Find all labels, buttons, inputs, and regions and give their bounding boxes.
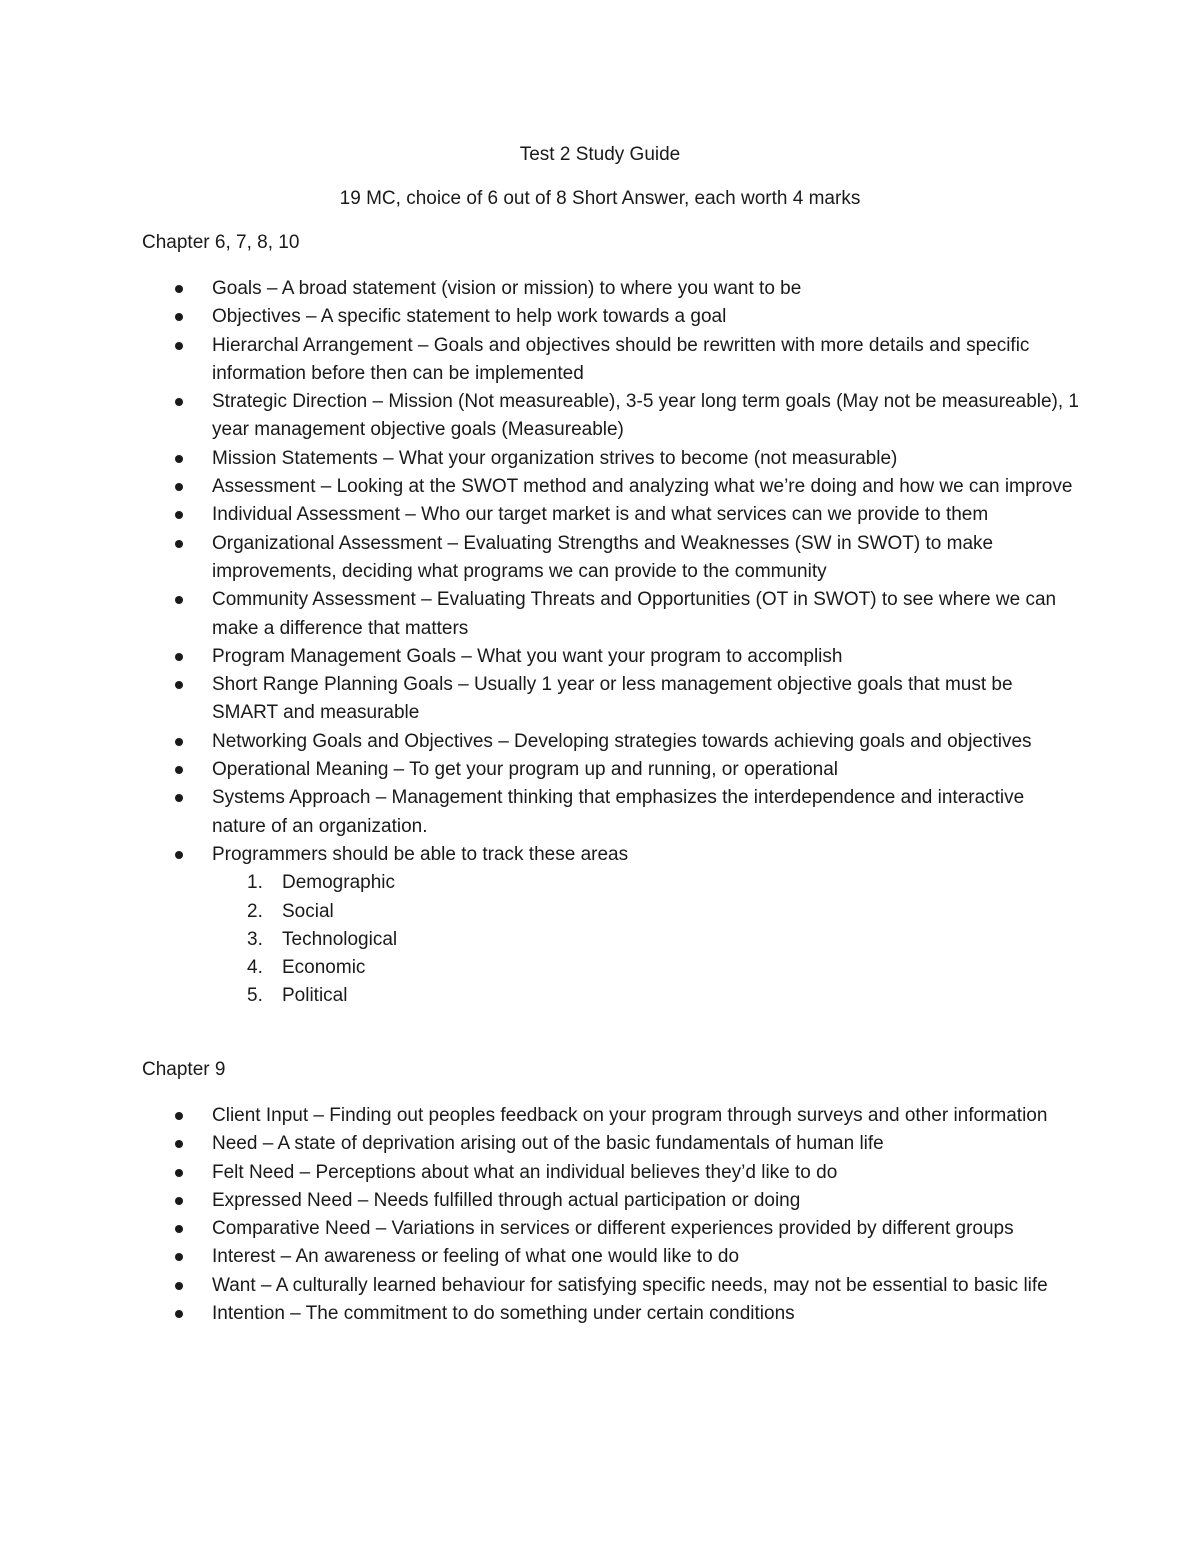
list-item: Systems Approach – Management thinking that emphasizes the interdependence and interactive nature of an organization.	[142, 784, 1082, 841]
bullet-icon	[175, 540, 183, 548]
bullet-icon	[175, 1112, 183, 1120]
bullet-icon	[175, 342, 183, 350]
bullet-icon	[175, 511, 183, 519]
list-item: Mission Statements – What your organization strives to become (not measurable)	[142, 445, 1082, 473]
numbered-item: 4. Economic	[247, 957, 366, 979]
section-heading-chapter-9: Chapter 9	[142, 1059, 226, 1080]
numbered-item: 2. Social	[247, 900, 334, 922]
section1-bullet-list	[142, 275, 1082, 1011]
list-item: Short Range Planning Goals – Usually 1 year or less management objective goals that must be SMART and measurable	[142, 671, 1082, 728]
numbered-item: 5. Political	[247, 985, 348, 1007]
bullet-icon	[175, 653, 183, 661]
bullet-icon	[175, 398, 183, 406]
bullet-icon	[175, 596, 183, 604]
numbered-item: 3. Technological	[247, 928, 398, 950]
bullet-icon	[175, 1140, 183, 1148]
list-item: Strategic Direction – Mission (Not measureable), 3-5 year long term goals (May not be measureable), 1 year management objective goals (Measureable)	[142, 388, 1082, 445]
bullet-icon	[175, 1282, 183, 1290]
bullet-icon	[175, 794, 183, 802]
list-item: Program Management Goals – What you want your program to accomplish	[142, 643, 1082, 671]
document-subtitle: 19 MC, choice of 6 out of 8 Short Answer, each worth 4 marks	[339, 188, 861, 209]
list-item: Programmers should be able to track these areas 1. Demographic 2. Social 3. Technological 4. Economic 5. Political	[142, 841, 1082, 1011]
list-item: Community Assessment – Evaluating Threats and Opportunities (OT in SWOT) to see where we can make a difference that matters	[142, 586, 1082, 643]
numbered-item: 1. Demographic	[247, 872, 395, 894]
list-item: Intention – The commitment to do something under certain conditions	[142, 1300, 1082, 1328]
bullet-icon	[175, 766, 183, 774]
list-item: Individual Assessment – Who our target market is and what services can we provide to them	[142, 501, 1082, 529]
section2-bullet-list	[142, 1102, 1082, 1328]
document-title: Test 2 Study Guide	[519, 144, 681, 165]
bullet-icon	[175, 1225, 183, 1233]
list-item: Client Input – Finding out peoples feedback on your program through surveys and other information	[142, 1102, 1082, 1130]
list-item: Assessment – Looking at the SWOT method and analyzing what we’re doing and how we can improve	[142, 473, 1082, 501]
list-item: Objectives – A specific statement to help work towards a goal	[142, 303, 1082, 331]
list-item: Want – A culturally learned behaviour for satisfying specific needs, may not be essential to basic life	[142, 1272, 1082, 1300]
bullet-icon	[175, 1169, 183, 1177]
tracking-areas-numbered-list	[212, 869, 1082, 1010]
bullet-icon	[175, 483, 183, 491]
bullet-icon	[175, 285, 183, 293]
bullet-icon	[175, 681, 183, 689]
bullet-icon	[175, 455, 183, 463]
list-item: Felt Need – Perceptions about what an individual believes they’d like to do	[142, 1159, 1082, 1187]
bullet-icon	[175, 1310, 183, 1318]
bullet-icon	[175, 1253, 183, 1261]
list-item: Operational Meaning – To get your program up and running, or operational	[142, 756, 1082, 784]
list-item: Hierarchal Arrangement – Goals and objectives should be rewritten with more details and specific information before then can be implemented	[142, 332, 1082, 389]
list-item: Comparative Need – Variations in services or different experiences provided by different groups	[142, 1215, 1082, 1243]
section-heading-chapters-6-7-8-10: Chapter 6, 7, 8, 10	[142, 232, 300, 253]
list-item: Need – A state of deprivation arising out of the basic fundamentals of human life	[142, 1130, 1082, 1158]
bullet-icon	[175, 851, 183, 859]
list-item: Networking Goals and Objectives – Developing strategies towards achieving goals and objectives	[142, 728, 1082, 756]
list-item: Goals – A broad statement (vision or mission) to where you want to be	[142, 275, 1082, 303]
list-item: Organizational Assessment – Evaluating Strengths and Weaknesses (SW in SWOT) to make improvements, deciding what programs we can provide to the community	[142, 530, 1082, 587]
bullet-icon	[175, 1197, 183, 1205]
bullet-icon	[175, 738, 183, 746]
list-item: Expressed Need – Needs fulfilled through actual participation or doing	[142, 1187, 1082, 1215]
list-item: Interest – An awareness or feeling of what one would like to do	[142, 1243, 1082, 1271]
bullet-icon	[175, 313, 183, 321]
